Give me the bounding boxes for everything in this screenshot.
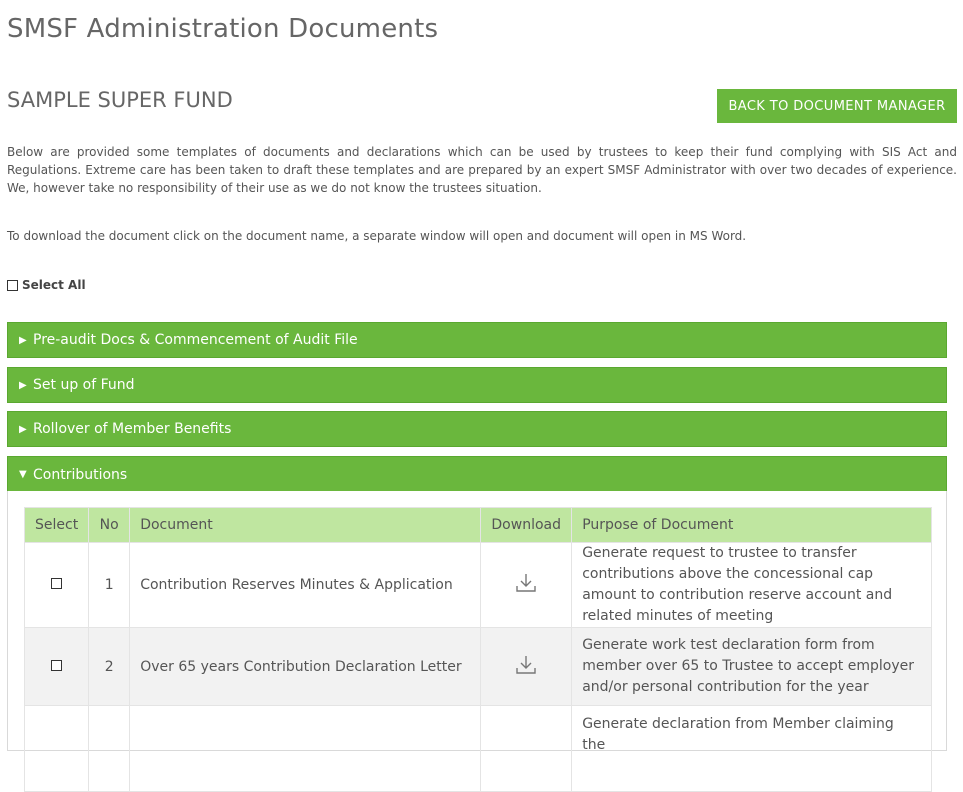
header-purpose: Purpose of Document	[572, 508, 932, 543]
section-label: Set up of Fund	[33, 377, 135, 393]
caret-right-icon: ▶	[19, 379, 27, 391]
select-all[interactable]	[7, 278, 86, 292]
page-title: SMSF Administration Documents	[7, 14, 439, 44]
section-rollover-of-member-benefits[interactable]	[7, 411, 947, 447]
section-contributions[interactable]	[7, 456, 947, 492]
section-set-up-of-fund[interactable]	[7, 367, 947, 403]
section-pre-audit-docs[interactable]	[7, 322, 947, 358]
row-download-cell	[481, 706, 572, 792]
select-all-checkbox[interactable]	[7, 280, 18, 291]
section-label: Contributions	[33, 466, 128, 483]
select-all-label: Select All	[22, 278, 86, 292]
section-label: Pre-audit Docs & Commencement of Audit File	[33, 332, 358, 348]
fund-name: SAMPLE SUPER FUND	[7, 88, 233, 112]
row-checkbox[interactable]	[51, 578, 62, 589]
caret-right-icon: ▶	[19, 334, 27, 346]
row-purpose: Generate request to trustee to transfer contributions above the concessional cap amount to contribution reserve account and related minutes of meeting	[572, 543, 932, 628]
row-select-cell	[25, 543, 89, 628]
header-download: Download	[481, 508, 572, 543]
documents-table	[24, 507, 932, 792]
header-no: No	[89, 508, 130, 543]
section-label: Rollover of Member Benefits	[33, 421, 232, 437]
table-row	[25, 706, 932, 792]
row-number: 2	[89, 628, 130, 706]
caret-right-icon: ▶	[19, 423, 27, 435]
row-purpose: Generate declaration from Member claiming the	[572, 706, 932, 792]
row-purpose: Generate work test declaration form from member over 65 to Trustee to accept employer and/or personal contribution for the year	[572, 628, 932, 706]
row-select-cell	[25, 628, 89, 706]
document-name-link[interactable]	[130, 706, 481, 792]
back-to-document-manager-button[interactable]: BACK TO DOCUMENT MANAGER	[717, 89, 957, 123]
row-download-cell	[481, 628, 572, 706]
row-checkbox[interactable]	[51, 660, 62, 671]
table-row	[25, 628, 932, 706]
document-name-link[interactable]: Contribution Reserves Minutes & Application	[130, 543, 481, 628]
row-number: 1	[89, 543, 130, 628]
row-select-cell	[25, 706, 89, 792]
contributions-panel	[7, 491, 947, 751]
download-icon[interactable]	[514, 653, 538, 677]
document-name-link[interactable]: Over 65 years Contribution Declaration Letter	[130, 628, 481, 706]
intro-text: Below are provided some templates of documents and declarations which can be used by trustees to keep their fund complying with SIS Act and Regulations. Extreme care has been taken to draft these templates and are prepared by an expert SMSF Administrator with over two decades of experience. We, however take no responsibility of their use as we do not know the trustees situation.	[7, 145, 957, 195]
download-icon[interactable]	[514, 571, 538, 595]
header-select: Select	[25, 508, 89, 543]
table-header-row	[25, 508, 932, 543]
download-instructions: To download the document click on the document name, a separate window will open and document will open in MS Word.	[7, 229, 747, 243]
row-download-cell	[481, 543, 572, 628]
caret-down-icon: ▼	[19, 469, 27, 480]
header-document: Document	[130, 508, 481, 543]
row-number	[89, 706, 130, 792]
table-row	[25, 543, 932, 628]
